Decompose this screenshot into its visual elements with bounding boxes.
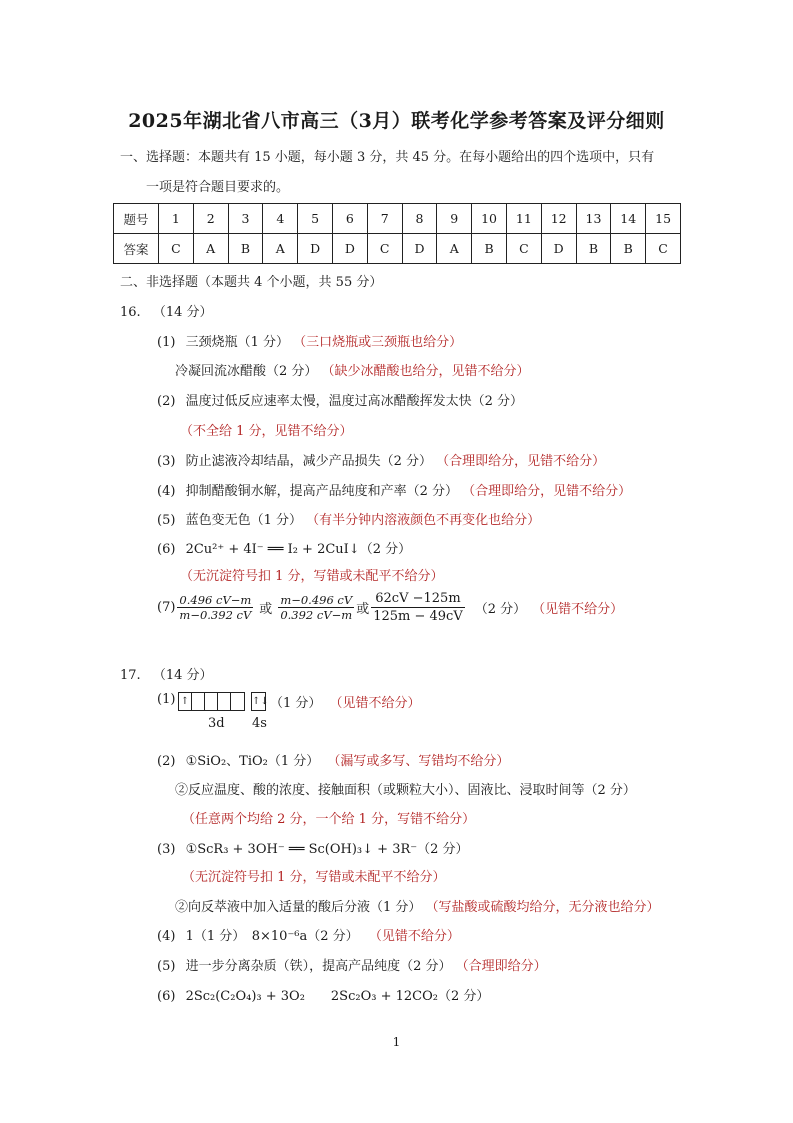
table-cell-answer: C bbox=[159, 234, 194, 264]
q16-p7-f2-numerator: m−0.496 cV bbox=[280, 593, 353, 607]
q17-p1-line bbox=[270, 692, 421, 711]
orbital-box-4s: ↑↓ bbox=[252, 696, 269, 707]
q16-label: 16. bbox=[120, 305, 141, 320]
table-cell-number: 15 bbox=[646, 204, 681, 234]
q17-p1-note: （见错不给分） bbox=[329, 696, 421, 711]
q16-p1-text: 三颈烧瓶（1 分） bbox=[185, 335, 289, 350]
q16-p7-f3-numerator: 62cV −125m bbox=[371, 590, 465, 608]
q17-p4-text: 1（1 分） 8×10⁻⁶a（2 分） bbox=[185, 929, 359, 944]
table-cell-number: 4 bbox=[263, 204, 298, 234]
table-cell-answer: B bbox=[576, 234, 611, 264]
table-cell-answer: C bbox=[506, 234, 541, 264]
table-cell-answer: C bbox=[646, 234, 681, 264]
q17-label: 17. bbox=[120, 668, 141, 683]
table-cell-number: 9 bbox=[437, 204, 472, 234]
orbital-diagram-4s bbox=[251, 692, 269, 711]
q16-p1b-note: （缺少冰醋酸也给分，见错不给分） bbox=[321, 364, 530, 379]
page-title: 2025年湖北省八市高三（3月）联考化学参考答案及评分细则 bbox=[128, 110, 665, 132]
q16-p1-num: (1) bbox=[157, 335, 176, 350]
q16-p7-f2-denominator: 0.392 cV−m bbox=[280, 608, 353, 622]
q17-part6 bbox=[157, 985, 489, 1004]
q17-part4 bbox=[157, 925, 460, 944]
q16-p3-note: （合理即给分，见错不给分） bbox=[436, 454, 606, 469]
table-header-label: 题号 bbox=[114, 204, 159, 234]
q16-p1-note: （三口烧瓶或三颈瓶也给分） bbox=[293, 335, 463, 350]
table-cell-number: 7 bbox=[367, 204, 402, 234]
q17-part3b bbox=[175, 896, 660, 915]
table-cell-answer: D bbox=[332, 234, 367, 264]
section1-line1: 一、选择题：本题共有 15 小题，每小题 3 分，共 45 分。在每小题给出的四个选项中，只有 bbox=[120, 150, 655, 165]
table-cell-number: 12 bbox=[541, 204, 576, 234]
table-cell-number: 13 bbox=[576, 204, 611, 234]
table-cell-number: 6 bbox=[332, 204, 367, 234]
q16-part3 bbox=[157, 450, 605, 469]
q16-part5 bbox=[157, 509, 540, 528]
q17-part5 bbox=[157, 955, 547, 974]
q16-p2-note: （不全给 1 分，见错不给分） bbox=[180, 424, 353, 439]
q17-p4-num: (4) bbox=[157, 929, 176, 944]
q16-p4-note: （合理即给分，见错不给分） bbox=[462, 484, 632, 499]
q16-part1b bbox=[175, 360, 530, 379]
table-cell-number: 11 bbox=[506, 204, 541, 234]
q17-p2b-text: ②反应温度、酸的浓度、接触面积（或颗粒大小）、固液比、浸取时间等（2 分） bbox=[175, 783, 636, 798]
orbital-diagram-3d bbox=[178, 692, 245, 711]
orbital-label-4s: 4s bbox=[252, 716, 267, 731]
q17-p2-text: ①SiO₂、TiO₂（1 分） bbox=[185, 754, 320, 769]
q16-part1 bbox=[157, 331, 462, 350]
table-answer-label: 答案 bbox=[114, 234, 159, 264]
q16-p5-num: (5) bbox=[157, 513, 176, 528]
q17-p2-note: （漏写或多写、写错均不给分） bbox=[327, 754, 510, 769]
q17-p1-num: (1) bbox=[157, 692, 176, 707]
q17-p2-num: (2) bbox=[157, 754, 176, 769]
q17-p6-num: (6) bbox=[157, 989, 176, 1004]
q16-p7-f1-numerator: 0.496 cV−m bbox=[179, 593, 252, 607]
q16-p6-num: (6) bbox=[157, 542, 176, 557]
q16-p7-fraction-2 bbox=[278, 593, 354, 622]
q17-p5-text: 进一步分离杂质（铁），提高产品纯度（2 分） bbox=[185, 959, 452, 974]
q17-part2 bbox=[157, 750, 509, 769]
orbital-box-3d-2 bbox=[192, 693, 205, 710]
q16-p1b-text: 冷凝回流冰醋酸（2 分） bbox=[175, 364, 318, 379]
q17-p3b-text: ②向反萃液中加入适量的酸后分液（1 分） bbox=[175, 900, 422, 915]
q17-header bbox=[120, 664, 213, 683]
table-cell-answer: C bbox=[367, 234, 402, 264]
page-number: 1 bbox=[392, 1035, 401, 1049]
q16-p5-note: （有半分钟内溶液颜色不再变化也给分） bbox=[306, 513, 541, 528]
table-cell-answer: A bbox=[263, 234, 298, 264]
table-cell-number: 5 bbox=[298, 204, 333, 234]
q17-p6-text: 2Sc₂(C₂O₄)₃ + 3O₂ 2Sc₂O₃ + 12CO₂（2 分） bbox=[185, 989, 490, 1004]
table-cell-number: 2 bbox=[193, 204, 228, 234]
table-cell-number: 14 bbox=[611, 204, 646, 234]
q16-p3-text: 防止滤液冷却结晶，减少产品损失（2 分） bbox=[185, 454, 432, 469]
table-cell-answer: B bbox=[472, 234, 507, 264]
q16-p6-note: （无沉淀符号扣 1 分，写错或未配平不给分） bbox=[180, 569, 444, 584]
table-cell-answer: A bbox=[193, 234, 228, 264]
q16-p7-points: （2 分） bbox=[474, 602, 527, 617]
q16-p6-eq: 2Cu²⁺ + 4I⁻ ══ I₂ + 2CuI↓（2 分） bbox=[185, 542, 412, 557]
q16-part7 bbox=[157, 590, 623, 625]
table-cell-number: 1 bbox=[159, 204, 194, 234]
q16-p7-f3-denominator: 125m − 49cV bbox=[373, 609, 463, 624]
table-cell-answer: B bbox=[228, 234, 263, 264]
q16-part6 bbox=[157, 538, 411, 557]
q16-part4 bbox=[157, 480, 631, 499]
q17-p3-note: （无沉淀符号扣 1 分，写错或未配平不给分） bbox=[182, 870, 446, 885]
q16-p2-num: (2) bbox=[157, 394, 176, 409]
q16-p3-num: (3) bbox=[157, 454, 176, 469]
section1-line2: 一项是符合题目要求的。 bbox=[146, 180, 290, 195]
section2-heading: 二、非选择题（本题共 4 个小题，共 55 分） bbox=[120, 275, 383, 290]
q16-p7-fraction-1 bbox=[177, 593, 253, 622]
table-cell-answer: D bbox=[298, 234, 333, 264]
table-cell-answer: B bbox=[611, 234, 646, 264]
orbital-box-3d-5 bbox=[231, 693, 244, 710]
q17-p3-num: (3) bbox=[157, 842, 176, 857]
q16-header bbox=[120, 301, 213, 320]
q16-p7-num: (7) bbox=[157, 600, 176, 615]
orbital-box-3d-3 bbox=[205, 693, 218, 710]
q16-points: （14 分） bbox=[152, 305, 213, 320]
q16-p7-or-2: 或 bbox=[356, 602, 370, 617]
q17-p3-text: ①ScR₃ + 3OH⁻ ══ Sc(OH)₃↓ + 3R⁻（2 分） bbox=[185, 842, 469, 857]
q17-p2b-note: （任意两个均给 2 分，一个给 1 分，写错不给分） bbox=[182, 812, 476, 827]
table-cell-answer: D bbox=[541, 234, 576, 264]
answer-table-answer-row bbox=[114, 234, 681, 264]
q16-p4-text: 抑制醋酸铜水解，提高产品纯度和产率（2 分） bbox=[185, 484, 458, 499]
answer-table bbox=[113, 203, 681, 264]
q17-part3 bbox=[157, 838, 469, 857]
q16-p5-text: 蓝色变无色（1 分） bbox=[185, 513, 302, 528]
q17-p5-note: （合理即给分） bbox=[455, 959, 547, 974]
q17-p1-text: （1 分） bbox=[270, 696, 322, 711]
q17-p5-num: (5) bbox=[157, 959, 176, 974]
table-cell-answer: D bbox=[402, 234, 437, 264]
q16-p4-num: (4) bbox=[157, 484, 176, 499]
q16-p2-text: 温度过低反应速率太慢，温度过高冰醋酸挥发太快（2 分） bbox=[185, 394, 523, 409]
orbital-box-3d-4 bbox=[218, 693, 231, 710]
q16-part2 bbox=[157, 390, 523, 409]
q16-p7-or-1: 或 bbox=[259, 602, 273, 617]
table-cell-number: 8 bbox=[402, 204, 437, 234]
q17-p4-note: （见错不给分） bbox=[368, 929, 460, 944]
table-cell-answer: A bbox=[437, 234, 472, 264]
orbital-box-3d-1: ↑ bbox=[179, 693, 192, 710]
q16-p7-note: （见错不给分） bbox=[532, 602, 624, 617]
table-cell-number: 3 bbox=[228, 204, 263, 234]
q16-p7-fraction-3 bbox=[371, 590, 465, 625]
orbital-label-3d: 3d bbox=[208, 716, 225, 731]
answer-table-number-row bbox=[114, 204, 681, 234]
q16-p7-f1-denominator: m−0.392 cV bbox=[179, 608, 252, 622]
q17-p3b-note: （写盐酸或硫酸均给分，无分液也给分） bbox=[425, 900, 660, 915]
q17-points: （14 分） bbox=[152, 668, 213, 683]
table-cell-number: 10 bbox=[472, 204, 507, 234]
